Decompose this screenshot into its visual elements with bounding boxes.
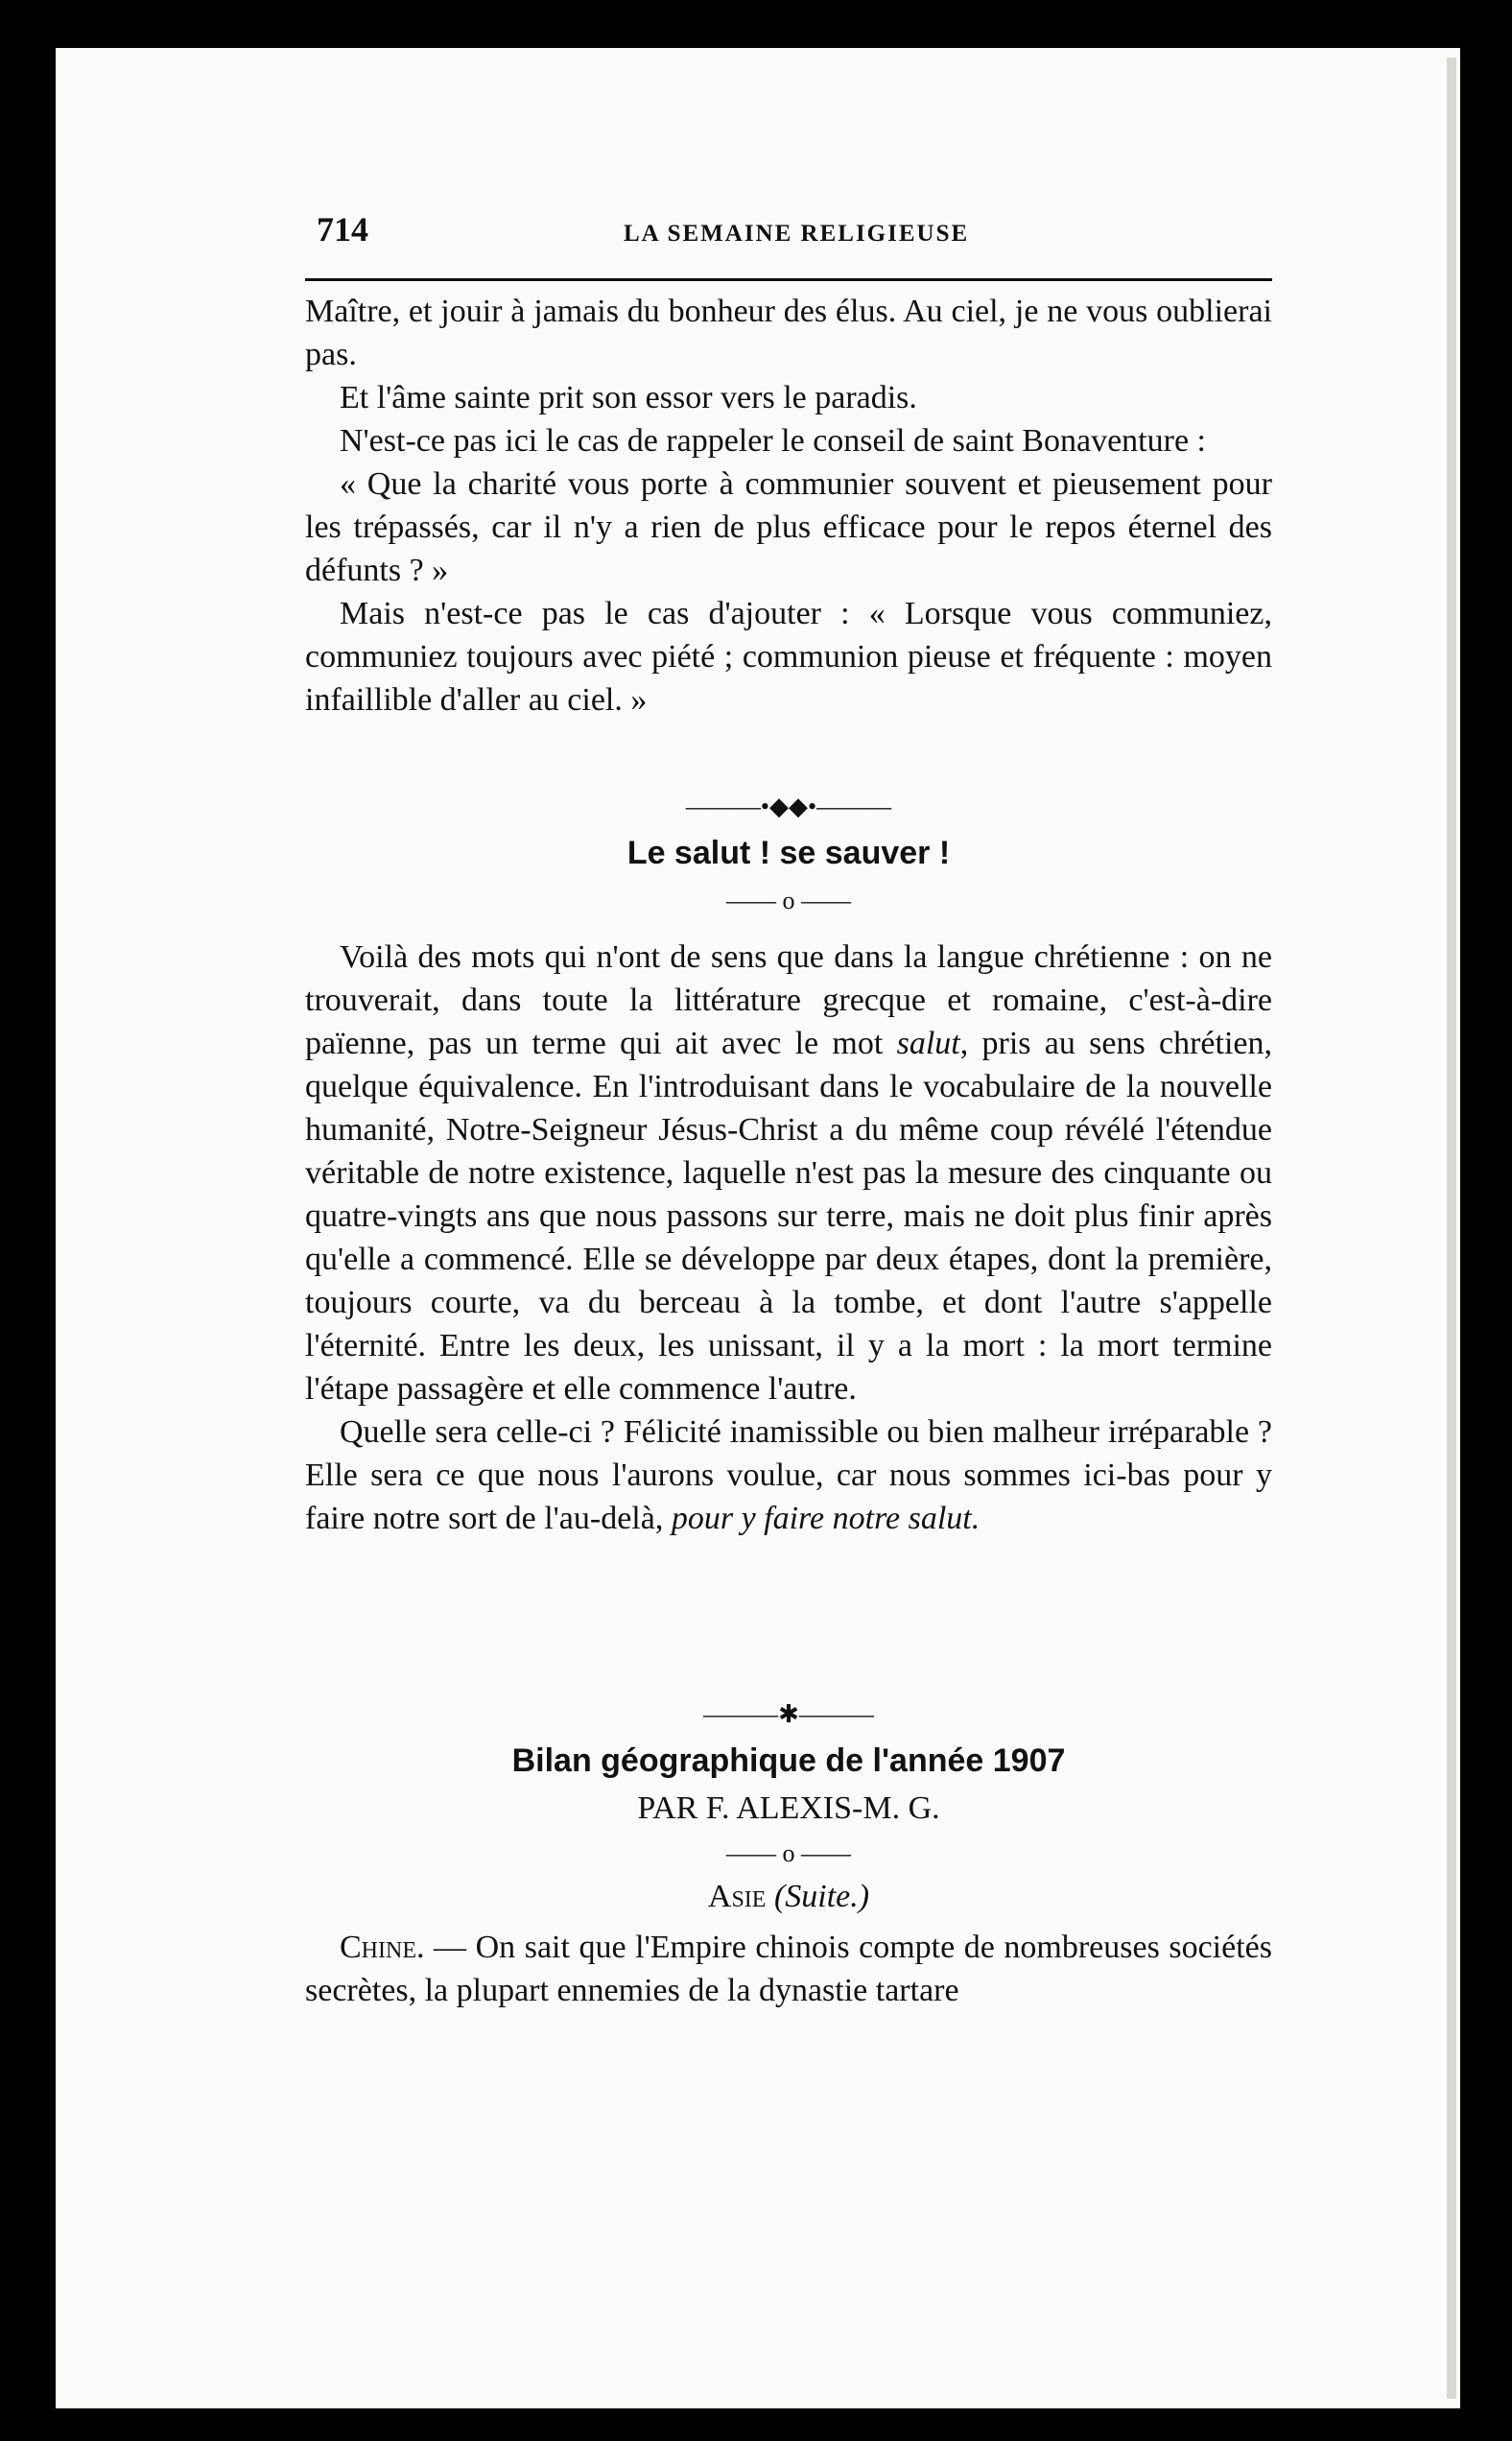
paragraph: « Que la charité vous porte à communier souvent et pieusement pour les trépassés, car il n'y a rien de plus efficace pour le repos éternel des défunts ? »	[305, 466, 1272, 588]
subtitle-word: Asie	[707, 1879, 767, 1914]
paragraph	[305, 1410, 1272, 1540]
paragraph	[305, 936, 1272, 1410]
text-run: Voilà des mots qui n'ont de sens que dans la langue chrétienne : on ne trouverait, dans toute la littérature grecque et romaine, c'est-à-dire païenne, pas un terme qui ait avec le mot	[305, 939, 1272, 1061]
byline: PAR F. ALEXIS-M. G.	[637, 1790, 940, 1826]
book-binding	[1460, 0, 1512, 2441]
subtitle-italic: (Suite.)	[773, 1879, 870, 1914]
running-title: LA SEMAINE RELIGIEUSE	[624, 221, 970, 247]
paragraph: N'est-ce pas ici le cas de rappeler le conseil de saint Bonaventure :	[340, 423, 1206, 459]
text-run: , pris au sens chrétien, quelque équivalence. En l'introduisant dans le vocabulaire de la nouvelle humanité, Notre-Seigneur Jésus-Christ a du même coup révélé l'étendue véritable de notre existence, laquelle n'est pas la mesure des cinquante ou quatre-vingts ans que nous passons sur terre, mais ne doit plus finir après qu'elle a commencé. Elle se développe par deux étapes, dont la première, toujours courte, va du berceau à la tombe, et dont l'autre s'appelle l'éternité. Entre les deux, les unissant, il y a la mort : la mort termine l'étape passagère et elle commence l'autre.	[305, 1026, 1272, 1407]
italic-run: salut	[896, 1026, 960, 1061]
page-number: 714	[317, 210, 368, 249]
text-run: — On sait que l'Empire chinois compte de nombreuses sociétés secrètes, la plupart ennemies de la dynastie tartare	[305, 1930, 1272, 2008]
header-rule	[305, 278, 1272, 281]
section-bilan	[305, 1693, 1272, 2012]
italic-run: pour y faire notre salut.	[671, 1501, 980, 1536]
section-subtitle	[305, 1875, 1272, 1918]
paragraph	[305, 1926, 1272, 2012]
section-title: Le salut ! se sauver !	[626, 835, 951, 871]
section-title: Bilan géographique de l'année 1907	[511, 1742, 1066, 1779]
text-run: Quelle sera celle-ci ? Félicité inamissible ou bien malheur irréparable ? Elle sera ce que nous l'aurons voulue, car nous sommes ici-bas pour y faire notre sort de l'au-delà,	[305, 1414, 1272, 1536]
section-salut	[305, 785, 1272, 1540]
page-edge	[1447, 58, 1456, 2399]
title-ornament: —— o ——	[726, 1839, 851, 1867]
page-header	[317, 209, 1276, 251]
section-ornament: ———•◆◆•———	[685, 793, 892, 820]
paragraph: Maître, et jouir à jamais du bonheur des élus. Au ciel, je ne vous oublierai pas.	[305, 294, 1272, 372]
paragraph-lead: Chine.	[340, 1930, 425, 1965]
paragraph: Et l'âme sainte prit son essor vers le paradis.	[340, 380, 917, 415]
continued-text	[305, 290, 1272, 722]
paragraph: Mais n'est-ce pas le cas d'ajouter : « Lorsque vous communiez, communiez toujours avec piété ; communion pieuse et fréquente : moyen infaillible d'aller au ciel. »	[305, 596, 1272, 718]
section-ornament: ———✱———	[703, 1700, 874, 1728]
title-ornament: —— o ——	[726, 887, 851, 914]
